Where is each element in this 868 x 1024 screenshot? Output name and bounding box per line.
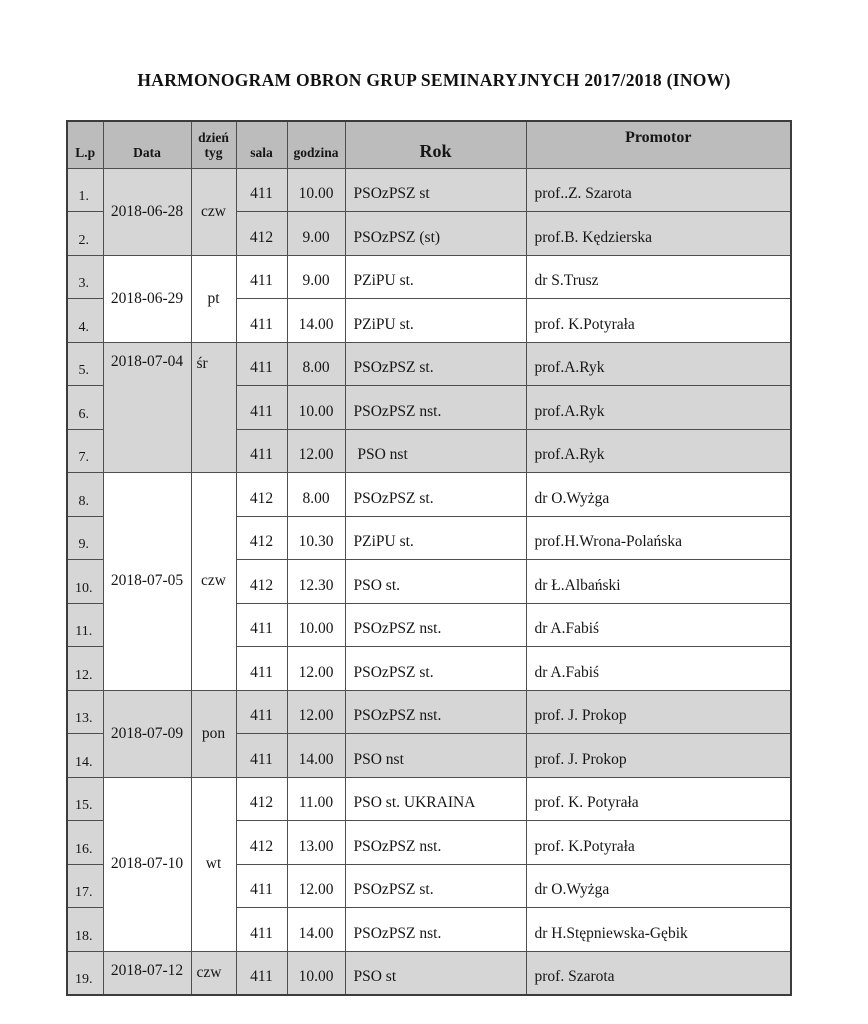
date-cell: 2018-07-10 [103,777,191,951]
date-cell: 2018-06-28 [103,168,191,255]
lp-cell: 4. [67,299,103,343]
date-cell: 2018-07-05 [103,473,191,691]
lp-cell: 16. [67,821,103,865]
lp-cell: 11. [67,603,103,647]
program-cell: PSOzPSZ st [345,168,526,212]
program-cell: PSO nst [345,429,526,473]
time-cell: 12.00 [287,429,345,473]
promotor-cell: dr A.Fabiś [526,603,791,647]
time-cell: 9.00 [287,255,345,299]
lp-cell: 3. [67,255,103,299]
schedule-row-5 [67,342,791,386]
promotor-cell: dr O.Wyżga [526,864,791,908]
room-cell: 412 [236,560,287,604]
day-cell: śr [191,342,236,473]
program-cell: PZiPU st. [345,516,526,560]
promotor-cell: dr O.Wyżga [526,473,791,517]
promotor-cell: prof. K.Potyrała [526,299,791,343]
day-cell: czw [191,473,236,691]
lp-cell: 17. [67,864,103,908]
time-cell: 8.00 [287,473,345,517]
header-godzina: godzina [287,121,345,168]
program-cell: PSOzPSZ st. [345,473,526,517]
lp-cell: 18. [67,908,103,952]
day-cell: czw [191,168,236,255]
room-cell: 412 [236,473,287,517]
time-cell: 12.00 [287,690,345,734]
date-cell: 2018-07-12 [103,951,191,995]
promotor-cell: prof.B. Kędzierska [526,212,791,256]
program-cell: PSOzPSZ nst. [345,386,526,430]
room-cell: 411 [236,255,287,299]
header-promotor: Promotor [526,121,791,168]
promotor-cell: dr A.Fabiś [526,647,791,691]
date-cell: 2018-07-09 [103,690,191,777]
lp-cell: 5. [67,342,103,386]
time-cell: 10.00 [287,168,345,212]
promotor-cell: dr S.Trusz [526,255,791,299]
room-cell: 411 [236,603,287,647]
lp-cell: 13. [67,690,103,734]
promotor-cell: prof.H.Wrona-Polańska [526,516,791,560]
promotor-cell: prof.A.Ryk [526,342,791,386]
room-cell: 411 [236,908,287,952]
promotor-cell: prof.A.Ryk [526,386,791,430]
lp-cell: 10. [67,560,103,604]
program-cell: PSOzPSZ (st) [345,212,526,256]
time-cell: 13.00 [287,821,345,865]
room-cell: 411 [236,429,287,473]
time-cell: 11.00 [287,777,345,821]
schedule-row-8 [67,473,791,517]
header-row [67,121,791,168]
schedule-row-13 [67,690,791,734]
document-title: HARMONOGRAM OBRON GRUP SEMINARYJNYCH 2017/2018 (INOW) [137,70,731,90]
lp-cell: 2. [67,212,103,256]
program-cell: PSOzPSZ nst. [345,821,526,865]
time-cell: 8.00 [287,342,345,386]
promotor-cell: prof. J. Prokop [526,690,791,734]
room-cell: 411 [236,690,287,734]
schedule-table-body [67,168,791,995]
lp-cell: 8. [67,473,103,517]
header-dzien-tyg: dzień tyg [191,121,236,168]
lp-cell: 12. [67,647,103,691]
schedule-row-15 [67,777,791,821]
room-cell: 412 [236,777,287,821]
time-cell: 12.00 [287,647,345,691]
time-cell: 10.00 [287,386,345,430]
promotor-cell: prof..Z. Szarota [526,168,791,212]
room-cell: 411 [236,647,287,691]
program-cell: PSO nst [345,734,526,778]
lp-cell: 15. [67,777,103,821]
header-sala: sala [236,121,287,168]
lp-cell: 6. [67,386,103,430]
lp-cell: 19. [67,951,103,995]
program-cell: PSOzPSZ nst. [345,690,526,734]
room-cell: 411 [236,342,287,386]
time-cell: 10.00 [287,951,345,995]
program-cell: PSOzPSZ nst. [345,603,526,647]
promotor-cell: prof. Szarota [526,951,791,995]
promotor-cell: prof.A.Ryk [526,429,791,473]
time-cell: 14.00 [287,299,345,343]
promotor-cell: prof. J. Prokop [526,734,791,778]
promotor-cell: prof. K. Potyrała [526,777,791,821]
time-cell: 12.30 [287,560,345,604]
time-cell: 14.00 [287,908,345,952]
day-cell: pon [191,690,236,777]
room-cell: 411 [236,734,287,778]
promotor-cell: dr Ł.Albański [526,560,791,604]
date-cell: 2018-07-04 [103,342,191,473]
program-cell: PZiPU st. [345,255,526,299]
room-cell: 411 [236,864,287,908]
promotor-cell: prof. K.Potyrała [526,821,791,865]
date-cell: 2018-06-29 [103,255,191,342]
time-cell: 12.00 [287,864,345,908]
program-cell: PSOzPSZ st. [345,342,526,386]
day-cell: pt [191,255,236,342]
program-cell: PSO st. [345,560,526,604]
room-cell: 411 [236,386,287,430]
room-cell: 411 [236,299,287,343]
schedule-table [66,120,792,996]
room-cell: 412 [236,516,287,560]
header-data: Data [103,121,191,168]
program-cell: PZiPU st. [345,299,526,343]
program-cell: PSOzPSZ nst. [345,908,526,952]
promotor-cell: dr H.Stępniewska-Gębik [526,908,791,952]
time-cell: 9.00 [287,212,345,256]
room-cell: 412 [236,212,287,256]
program-cell: PSOzPSZ st. [345,647,526,691]
header-lp: L.p [67,121,103,168]
program-cell: PSOzPSZ st. [345,864,526,908]
program-cell: PSO st. UKRAINA [345,777,526,821]
room-cell: 411 [236,168,287,212]
lp-cell: 9. [67,516,103,560]
day-cell: wt [191,777,236,951]
room-cell: 412 [236,821,287,865]
schedule-row-3 [67,255,791,299]
schedule-row-19 [67,951,791,995]
room-cell: 411 [236,951,287,995]
lp-cell: 1. [67,168,103,212]
day-cell: czw [191,951,236,995]
header-rok: Rok [345,121,526,168]
schedule-header [67,121,791,168]
time-cell: 10.00 [287,603,345,647]
program-cell: PSO st [345,951,526,995]
lp-cell: 14. [67,734,103,778]
time-cell: 10.30 [287,516,345,560]
schedule-row-1 [67,168,791,212]
time-cell: 14.00 [287,734,345,778]
lp-cell: 7. [67,429,103,473]
